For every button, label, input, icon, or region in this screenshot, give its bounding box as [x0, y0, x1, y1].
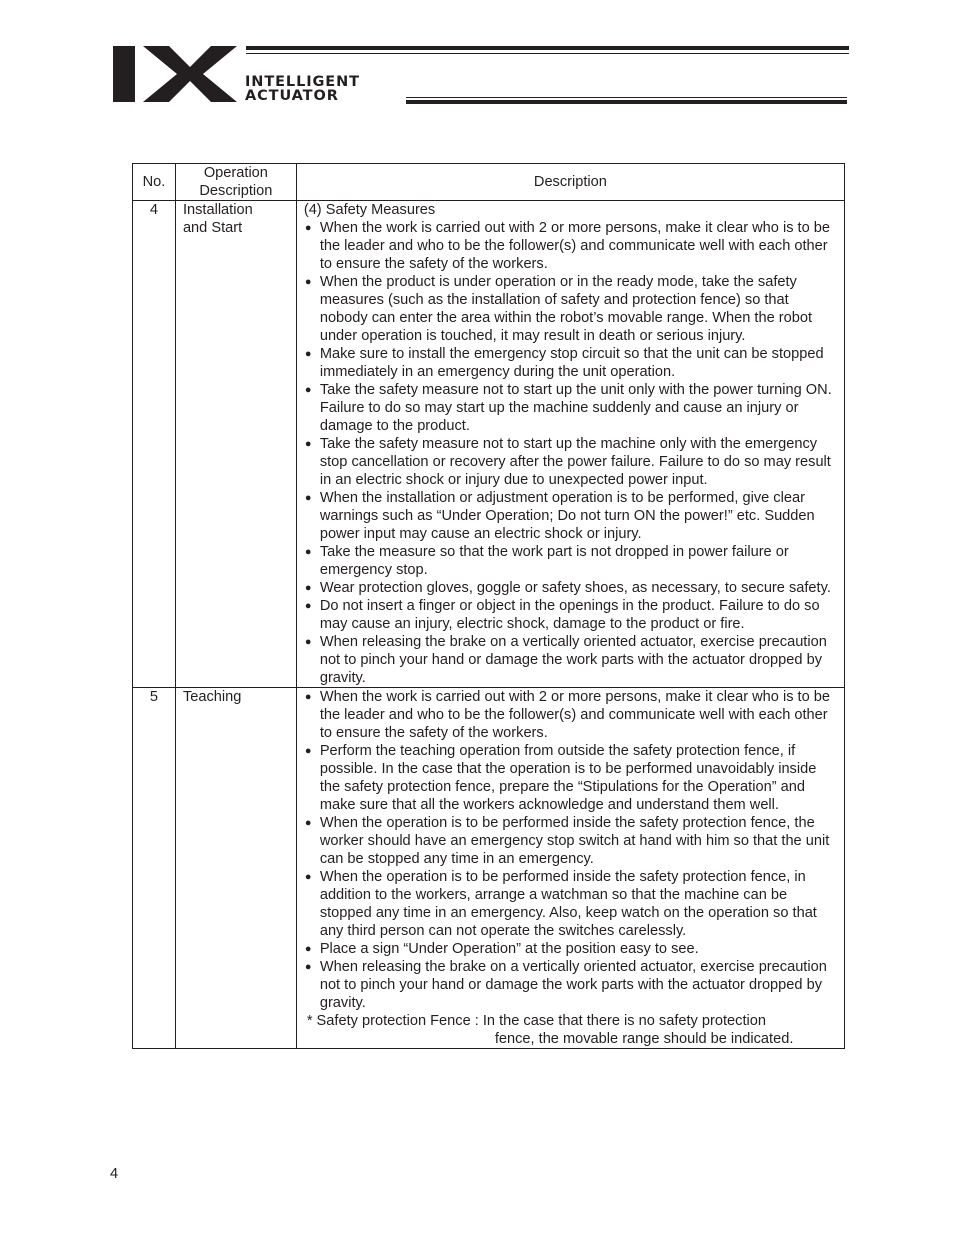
row-number: 5	[133, 688, 176, 1049]
list-item: ● When the operation is to be performed inside the safety protection fence, the worker should have an emergency stop switch at hand with him so that the unit can be stopped any time in an emergency.	[304, 814, 838, 868]
description-cell	[296, 201, 844, 688]
bullet-list	[304, 688, 838, 1012]
description-cell	[296, 688, 844, 1049]
list-item: ● When releasing the brake on a vertically oriented actuator, exercise precaution not to pinch your hand or damage the work parts with the actuator dropped by gravity.	[304, 958, 838, 1012]
header-rule-top-thick	[246, 46, 849, 50]
footnote-line-1: * Safety protection Fence : In the case that there is no safety protection	[306, 1013, 766, 1029]
safety-table	[132, 163, 845, 1049]
list-item: ● When the work is carried out with 2 or more persons, make it clear who is to be the leader and who to be the follower(s) and communicate well with each other to ensure the safety of the workers.	[304, 688, 838, 742]
ix-logo	[113, 46, 237, 102]
table-row	[133, 688, 845, 1049]
table-row	[133, 201, 845, 688]
page-number: 4	[110, 1166, 119, 1182]
list-item: ● Perform the teaching operation from outside the safety protection fence, if possible. In the case that the operation is to be performed unavoidably inside the safety protection fence, prepare the “Stipulations for the Operation” and make sure that all the workers acknowledge and understand them well.	[304, 742, 838, 814]
footnote-line-2: fence, the movable range should be indicated.	[494, 1031, 794, 1047]
header-rule-bottom-thick	[406, 100, 847, 104]
operation-text: Installation and Start	[182, 202, 253, 236]
header-operation	[175, 164, 296, 201]
list-item: ● Take the measure so that the work part is not dropped in power failure or emergency stop.	[304, 543, 838, 579]
list-item: ● Do not insert a finger or object in the openings in the product. Failure to do so may cause an injury, electric shock, damage to the product or fire.	[304, 597, 838, 633]
list-item: ● Take the safety measure not to start up the unit only with the power turning ON. Failure to do so may start up the machine suddenly and cause an injury or damage to the product.	[304, 381, 838, 435]
list-item: ● Place a sign “Under Operation” at the position easy to see.	[304, 940, 838, 958]
list-item: ● Take the safety measure not to start up the machine only with the emergency stop cancellation or recovery after the power failure. Failure to do so may result in an electric shock or injury due to unexpected power input.	[304, 435, 838, 489]
brand-line-1: INTELLIGENT	[245, 74, 360, 90]
list-item: ● When the operation is to be performed inside the safety protection fence, in addition to the workers, arrange a watchman so that the machine can be stopped any time in an emergency. Also, keep watch on the operation so that any third person can not operate the switches carelessly.	[304, 868, 838, 940]
list-item: ● When the work is carried out with 2 or more persons, make it clear who is to be the leader and who to be the follower(s) and communicate well with each other to ensure the safety of the workers.	[304, 219, 838, 273]
header-rule-bottom-thin	[406, 97, 847, 98]
brand-line-2: ACTUATOR	[245, 88, 339, 104]
list-item: ● When the installation or adjustment operation is to be performed, give clear warnings such as “Under Operation; Do not turn ON the power!” etc. Sudden power input may cause an electric shock or injury.	[304, 489, 838, 543]
operation-cell: Teaching	[175, 688, 296, 1049]
section-heading: (4) Safety Measures	[303, 202, 436, 218]
bullet-list	[304, 219, 838, 687]
list-item: ● Wear protection gloves, goggle or safety shoes, as necessary, to secure safety.	[304, 579, 838, 597]
header-no: No.	[133, 164, 176, 201]
row-number: 4	[133, 201, 176, 688]
operation-cell	[175, 201, 296, 688]
table-header-row	[133, 164, 845, 201]
header-description: Description	[296, 164, 844, 201]
list-item: ● When releasing the brake on a vertically oriented actuator, exercise precaution not to pinch your hand or damage the work parts with the actuator dropped by gravity.	[304, 633, 838, 687]
list-item: ● When the product is under operation or in the ready mode, take the safety measures (such as the installation of safety and protection fence) so that nobody can enter the area within the robot’s movable range. When the robot under operation is touched, it may result in death or serious injury.	[304, 273, 838, 345]
header-operation-text: Operation Description	[199, 165, 273, 199]
list-item: ● Make sure to install the emergency stop circuit so that the unit can be stopped immediately in an emergency during the unit operation.	[304, 345, 838, 381]
header-rule-top-thin	[246, 53, 849, 54]
